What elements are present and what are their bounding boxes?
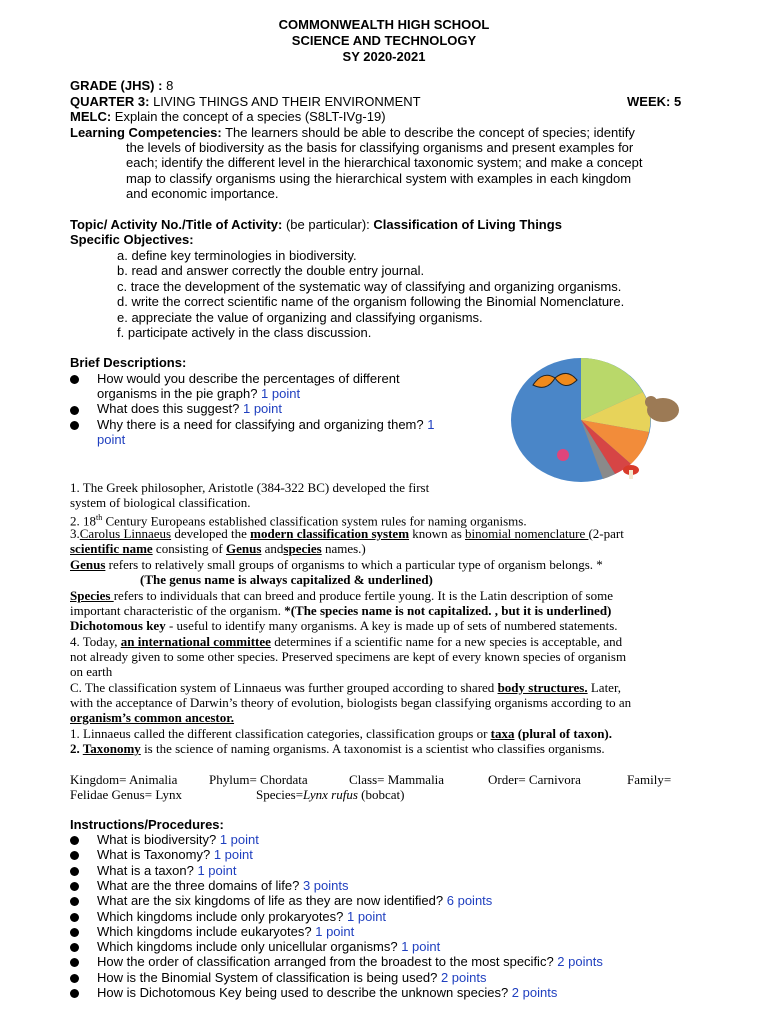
list-2 — [70, 741, 605, 757]
bullet-icon — [70, 943, 79, 952]
brief-q3-text: Why there is a need for classifying and organizing them? — [97, 417, 428, 432]
bullet-icon — [70, 974, 79, 983]
para-c-1 — [70, 680, 621, 696]
para-1b: system of biological classification. — [70, 495, 251, 510]
dk-def: - useful to identify many organisms. A key is made up of sets of numbered statements. — [165, 618, 618, 633]
quarter-value: LIVING THINGS AND THEIR ENVIRONMENT — [149, 94, 421, 109]
example-order: Order= Carnivora — [488, 772, 581, 787]
instruction-item — [97, 832, 259, 848]
rabbit-head-icon — [645, 396, 657, 408]
para-2-post: Century Europeans established classification system rules for naming organisms. — [102, 513, 527, 529]
species-def-2: important characteristic of the organism. — [70, 603, 285, 618]
grade-value: 8 — [162, 78, 174, 93]
brief-q3-points-1: 1 — [427, 417, 435, 432]
brief-q2 — [97, 401, 282, 417]
melc-line — [70, 109, 386, 125]
modern-classification-term: modern classification system — [250, 526, 410, 541]
genus-note: (The genus name is always capitalized & underlined) — [140, 572, 433, 587]
example-species — [256, 787, 404, 803]
lc-line-1 — [70, 125, 635, 141]
school-name: COMMONWEALTH HIGH SCHOOL — [278, 17, 490, 32]
bullet-icon — [70, 375, 79, 384]
species-definition-2 — [70, 603, 611, 619]
instruction-question: What are the six kingdoms of life as they are now identified? — [97, 893, 447, 909]
subject-title: SCIENCE AND TECHNOLOGY — [291, 33, 477, 48]
lc-text-1: The learners should be able to describe the concept of species; identify — [221, 125, 635, 140]
genus-definition — [70, 557, 603, 573]
bullet-icon — [70, 421, 79, 430]
instruction-points: 2 points — [440, 969, 487, 985]
instruction-points: 1 point — [197, 862, 237, 878]
para-3-text-d: (2-part — [588, 526, 624, 541]
para-4a — [70, 634, 622, 650]
week-label: WEEK: 5 — [627, 94, 682, 109]
objective-c: c. trace the development of the systematic way of classifying and organizing organisms. — [117, 279, 622, 294]
list-1-text-b: (plural of taxon). — [514, 726, 613, 741]
brief-q2-points: 1 point — [242, 401, 283, 416]
list-1-text-a: 1. Linnaeus called the different classification categories, classification groups or — [70, 726, 491, 741]
bullet-icon — [70, 928, 79, 937]
para-2-sup: th — [96, 513, 103, 522]
objective-e: e. appreciate the value of organizing and classifying organisms. — [117, 310, 483, 325]
instruction-item — [97, 939, 440, 955]
school-year: SY 2020-2021 — [342, 49, 426, 64]
bullet-icon — [70, 897, 79, 906]
bullet-icon — [70, 867, 79, 876]
brief-q3-line1 — [97, 417, 434, 433]
brief-q3-points-2: point — [97, 432, 126, 447]
instruction-points: 1 point — [219, 832, 259, 847]
bullet-icon — [70, 851, 79, 860]
lc-label: Learning Competencies: — [70, 125, 222, 140]
para-3-text-g: names.) — [321, 541, 366, 556]
para-c-text-b: Later, — [587, 680, 622, 695]
flower-icon — [557, 449, 569, 461]
linnaeus-term: Carolus Linnaeus — [79, 526, 172, 541]
taxonomy-term: Taxonomy — [82, 741, 141, 756]
topic-title: Classification of Living Things — [373, 217, 562, 232]
pie-graph-illustration — [503, 340, 693, 490]
species-word: Species — [70, 588, 114, 603]
lc-text-5: and economic importance. — [126, 186, 279, 201]
instruction-item — [97, 924, 354, 940]
instruction-points: 2 points — [511, 985, 558, 1000]
body-structures-term: body structures. — [497, 680, 588, 695]
para-4-text-b: determines if a scientific name for a new species is acceptable, and — [270, 634, 623, 649]
example-class: Class= Mammalia — [349, 772, 445, 787]
para-3-text-b: developed the — [171, 526, 251, 541]
topic-line — [70, 217, 562, 233]
instruction-item — [97, 985, 557, 1001]
para-3-text-c: known as — [409, 526, 465, 541]
quarter-line — [70, 94, 421, 110]
instruction-question: How the order of classification arranged from the broadest to the most specific? — [97, 954, 558, 970]
genus-word: Genus — [70, 557, 106, 572]
brief-q1-line1: How would you describe the percentages of different — [97, 371, 400, 386]
bullet-icon — [70, 913, 79, 922]
species-common-name: (bobcat) — [357, 787, 405, 802]
para-1a: 1. The Greek philosopher, Aristotle (384-322 BC) developed the first — [70, 480, 430, 495]
instruction-points: 1 point — [315, 923, 355, 939]
instruction-item — [97, 893, 492, 909]
grade-line — [70, 78, 173, 94]
para-4c: not already given to some other species. Preserved specimens are kept of every known species of organism — [70, 649, 627, 664]
bullet-icon — [70, 406, 79, 415]
example-kingdom: Kingdom= Animalia — [70, 772, 178, 787]
species-name: Lynx rufus — [303, 787, 358, 802]
species-note: *(The species name is not capitalized. , but it is underlined) — [284, 603, 612, 618]
lc-text-2: the levels of biodiversity as the basis for classifying organisms and present examples for — [126, 140, 634, 155]
instruction-question: What is biodiversity? — [97, 832, 220, 847]
objective-a: a. define key terminologies in biodiversity. — [117, 248, 357, 263]
instruction-item — [97, 878, 349, 894]
para-3-text-f: and — [261, 541, 284, 556]
genus-term: Genus — [225, 541, 262, 556]
instruction-question: What are the three domains of life? — [97, 877, 303, 893]
brief-q1-points: 1 point — [261, 386, 301, 401]
para-3a — [70, 526, 624, 542]
para-3b — [70, 541, 366, 557]
taxa-term: taxa — [490, 726, 515, 741]
para-c-2: with the acceptance of Darwin’s theory of evolution, biologists began classifying organisms according to an — [70, 695, 632, 710]
example-genus: Felidae Genus= Lynx — [70, 787, 183, 802]
international-committee-term: an international committee — [120, 634, 271, 649]
instruction-question: Which kingdoms include only unicellular organisms? — [97, 939, 402, 955]
instruction-item — [97, 863, 237, 879]
objective-f: f. participate actively in the class discussion. — [117, 325, 372, 340]
grade-label: GRADE (JHS) : — [70, 78, 163, 93]
instruction-item — [97, 909, 386, 925]
melc-label: MELC: — [70, 109, 112, 124]
objectives-label: Specific Objectives: — [70, 232, 194, 247]
para-3-num: 3. — [70, 526, 80, 541]
instruction-question: Which kingdoms include eukaryotes? — [97, 923, 316, 939]
para-c-text-a: C. The classification system of Linnaeus was further grouped according to shared — [70, 680, 498, 695]
mushroom-stem-icon — [629, 470, 633, 479]
binomial-nomenclature-term: binomial nomenclature — [465, 526, 589, 541]
brief-q1-text: organisms in the pie graph? — [97, 386, 262, 401]
species-def-1: refers to individuals that can breed and produce fertile young. It is the Latin description of some — [113, 588, 613, 603]
para-3-text-e: consisting of — [152, 541, 226, 556]
instruction-item — [97, 847, 253, 863]
bullet-icon — [70, 836, 79, 845]
instruction-points: 6 points — [446, 893, 493, 909]
instruction-question: How is Dichotomous Key being used to describe the unknown species? — [97, 985, 512, 1000]
objective-b: b. read and answer correctly the double entry journal. — [117, 263, 425, 278]
brief-label: Brief Descriptions: — [70, 355, 187, 370]
instruction-question: Which kingdoms include only prokaryotes? — [97, 908, 348, 924]
list-2-text-b: is the science of naming organisms. A taxonomist is a scientist who classifies organisms. — [140, 741, 605, 756]
quarter-label: QUARTER 3: — [70, 94, 150, 109]
instruction-points: 1 point — [347, 908, 387, 924]
scientific-name-term: scientific name — [70, 541, 153, 556]
species-definition-1 — [70, 588, 613, 604]
dk-word: Dichotomous key — [70, 618, 166, 633]
lc-text-3: each; identify the different level in the hierarchical taxonomic system; and make a concept — [126, 155, 643, 170]
instructions-label: Instructions/Procedures: — [70, 817, 224, 832]
melc-value: Explain the concept of a species (S8LT-IVg-19) — [111, 109, 386, 124]
instruction-points: 3 points — [302, 877, 349, 893]
instruction-points: 1 point — [213, 847, 253, 863]
topic-paren: (be particular): — [282, 217, 374, 232]
species-label: Species= — [256, 787, 304, 802]
lc-text-4: map to classify organisms using the hierarchical system with examples in each kingdom — [126, 171, 632, 186]
example-phylum: Phylum= Chordata — [209, 772, 308, 787]
para-4-num: 4. Today, — [70, 634, 121, 649]
list-2-num: 2. — [70, 741, 83, 756]
bullet-icon — [70, 958, 79, 967]
topic-label: Topic/ Activity No./Title of Activity: — [70, 217, 283, 232]
brief-q2-text: What does this suggest? — [97, 401, 243, 416]
instruction-item — [97, 970, 486, 986]
para-2-pre: 2. 18 — [70, 513, 96, 529]
instruction-question: What is a taxon? — [97, 862, 198, 878]
genus-def: refers to relatively small groups of organisms to which a particular type of organism belongs. * — [105, 557, 603, 572]
instruction-points: 2 points — [557, 954, 603, 970]
bullet-icon — [70, 989, 79, 998]
bullet-icon — [70, 882, 79, 891]
example-family: Family= — [627, 772, 672, 787]
para-4d: on earth — [70, 664, 113, 679]
brief-q1-line2 — [97, 386, 300, 402]
instruction-question: What is Taxonomy? — [97, 847, 214, 863]
species-term: species — [283, 541, 322, 556]
objective-d: d. write the correct scientific name of the organism following the Binomial Nomenclature. — [117, 294, 625, 309]
instruction-points: 1 point — [401, 939, 441, 955]
common-ancestor-term: organism’s common ancestor. — [70, 710, 235, 725]
instruction-question: How is the Binomial System of classification is being used? — [97, 969, 441, 985]
instruction-item — [97, 954, 603, 970]
dichotomous-key-definition — [70, 618, 618, 634]
list-1 — [70, 726, 612, 742]
